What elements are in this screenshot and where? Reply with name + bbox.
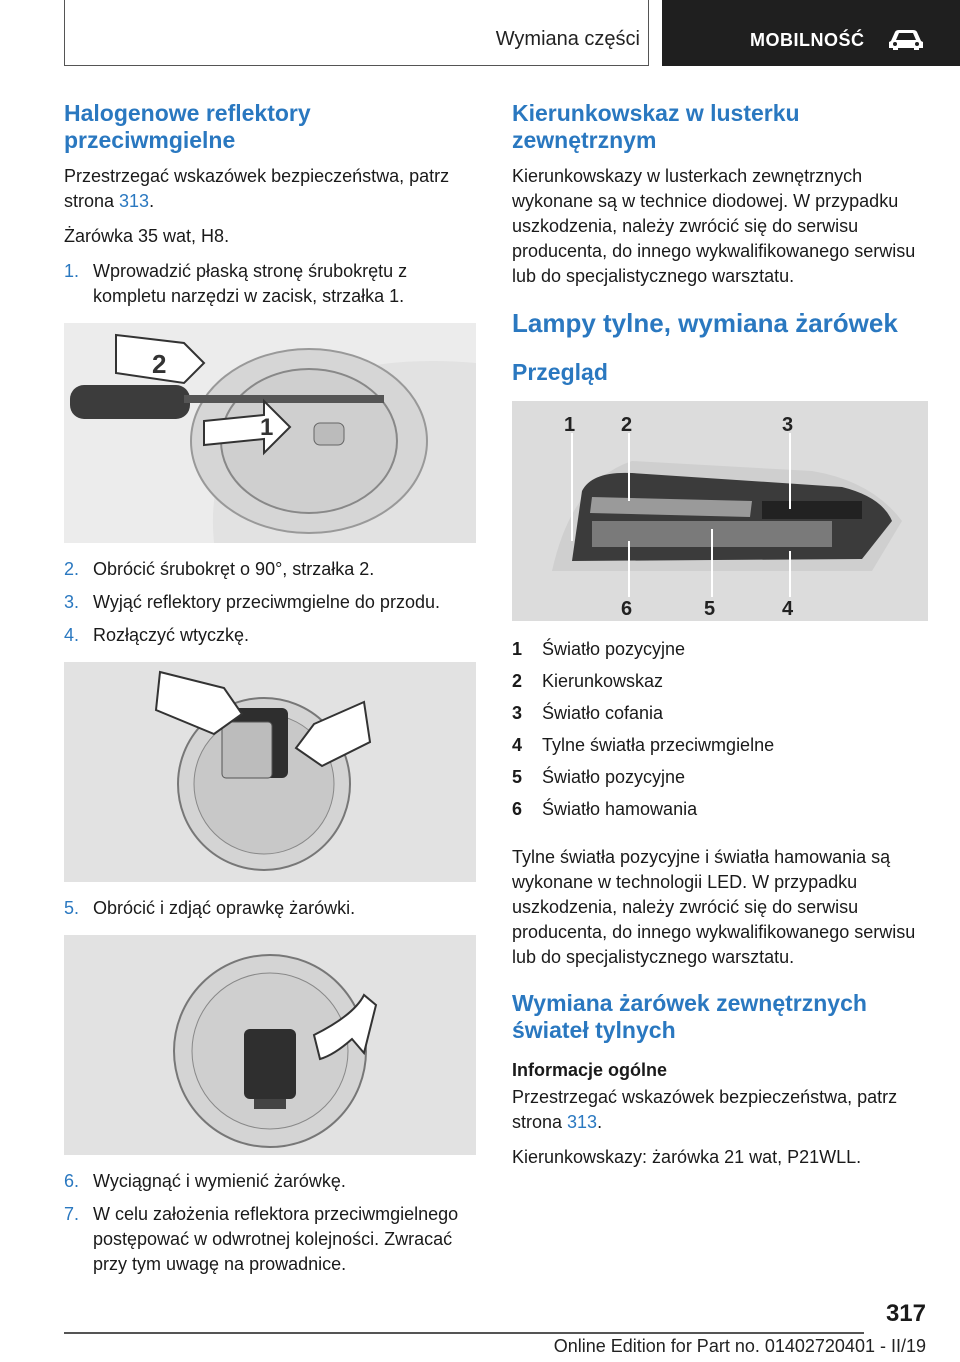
figure-tail-lamp <box>512 401 928 621</box>
figure-screwdriver <box>64 323 476 543</box>
lamp-label: 4 <box>782 598 794 620</box>
page-number: 317 <box>885 1300 926 1327</box>
car-icon <box>887 27 925 51</box>
fog-lights-heading: Halogenowe reflektory przeciwmgielne <box>64 100 311 153</box>
legend-item: 2 Kierunkowskaz <box>512 671 664 691</box>
page-link[interactable]: 313 <box>567 1112 598 1132</box>
lamp-label: 1 <box>564 414 576 436</box>
footer-divider <box>64 1332 864 1334</box>
led-text: Tylne światła pozycyjne i światła hamowania są wykonane w technologii LED. W przypadku uszkodzenia, należy zwrócić się do serwisu producenta, do innego wykwalifikowanego serwisu lub do specjalistycznego warsztatu. <box>512 847 916 967</box>
step-item: 1. Wprowadzić płaską stronę śrubokrętu z kompletu narzędzi w zacisk, strzałka 1. <box>64 261 408 306</box>
step-item: 3. Wyjąć reflektory przeciwmgielne do przodu. <box>64 592 440 612</box>
arrow-label: 2 <box>152 349 167 379</box>
overview-heading: Przegląd <box>512 359 608 385</box>
arrow-label: 1 <box>260 414 274 441</box>
step-item: 2. Obrócić śrubokręt o 90°, strzałka 2. <box>64 559 375 579</box>
legend-item: 5 Światło pozycyjne <box>512 767 686 787</box>
step-item: 7. W celu założenia reflektora przeciwmgielnego postępować w odwrotnej kolejności. Zwracać przy tym uwagę na prowadnice. <box>64 1204 459 1274</box>
lamp-label: 2 <box>621 414 633 436</box>
safety-note: Przestrzegać wskazówek bezpieczeństwa, patrz strona 313. <box>512 1087 898 1132</box>
legend-list <box>512 633 928 825</box>
legend-item: 6 Światło hamowania <box>512 799 698 819</box>
lamp-label: 5 <box>704 598 716 620</box>
safety-note: Przestrzegać wskazówek bezpieczeństwa, patrz strona 313. <box>64 166 450 211</box>
section-title: Wymiana części <box>495 28 640 50</box>
legend-item: 1 Światło pozycyjne <box>512 639 686 659</box>
legend-item: 3 Światło cofania <box>512 703 664 723</box>
step-item: 4. Rozłączyć wtyczkę. <box>64 625 250 645</box>
legend-item: 4 Tylne światła przeciwmgielne <box>512 735 775 755</box>
rear-bulbs-heading: Wymiana żarówek zewnętrznych świateł tylnych <box>512 990 867 1043</box>
edition-text: Online Edition for Part no. 01402720401 - II/19 <box>553 1336 926 1356</box>
mirror-indicator-text: Kierunkowskazy w lusterkach zewnętrznych wykonane są w technice diodowej. W przypadku uszkodzenia, należy zwrócić się do serwisu producenta, do innego wykwalifikowanego serwisu lub do specjalistycznego warsztatu. <box>512 166 916 286</box>
general-info-heading: Informacje ogólne <box>512 1060 668 1080</box>
bulb-spec: Żarówka 35 wat, H8. <box>64 226 230 246</box>
right-column <box>512 100 928 1180</box>
tail-lamps-heading: Lampy tylne, wymiana żarówek <box>512 308 898 338</box>
step-item: 5. Obrócić i zdjąć oprawkę żarówki. <box>64 898 356 918</box>
mirror-indicator-heading: Kierunkowskaz w lusterku zewnętrznym <box>512 100 800 153</box>
figure-bulb-holder <box>64 935 476 1155</box>
lamp-label: 6 <box>621 598 633 620</box>
left-column <box>64 100 476 1285</box>
page-link[interactable]: 313 <box>119 191 150 211</box>
step-item: 6. Wyciągnąć i wymienić żarówkę. <box>64 1171 346 1191</box>
lamp-label: 3 <box>782 414 794 436</box>
turn-bulb-spec: Kierunkowskazy: żarówka 21 wat, P21WLL. <box>512 1147 862 1167</box>
figure-connector <box>64 662 476 882</box>
chapter-label: MOBILNOŚĆ <box>750 30 865 50</box>
